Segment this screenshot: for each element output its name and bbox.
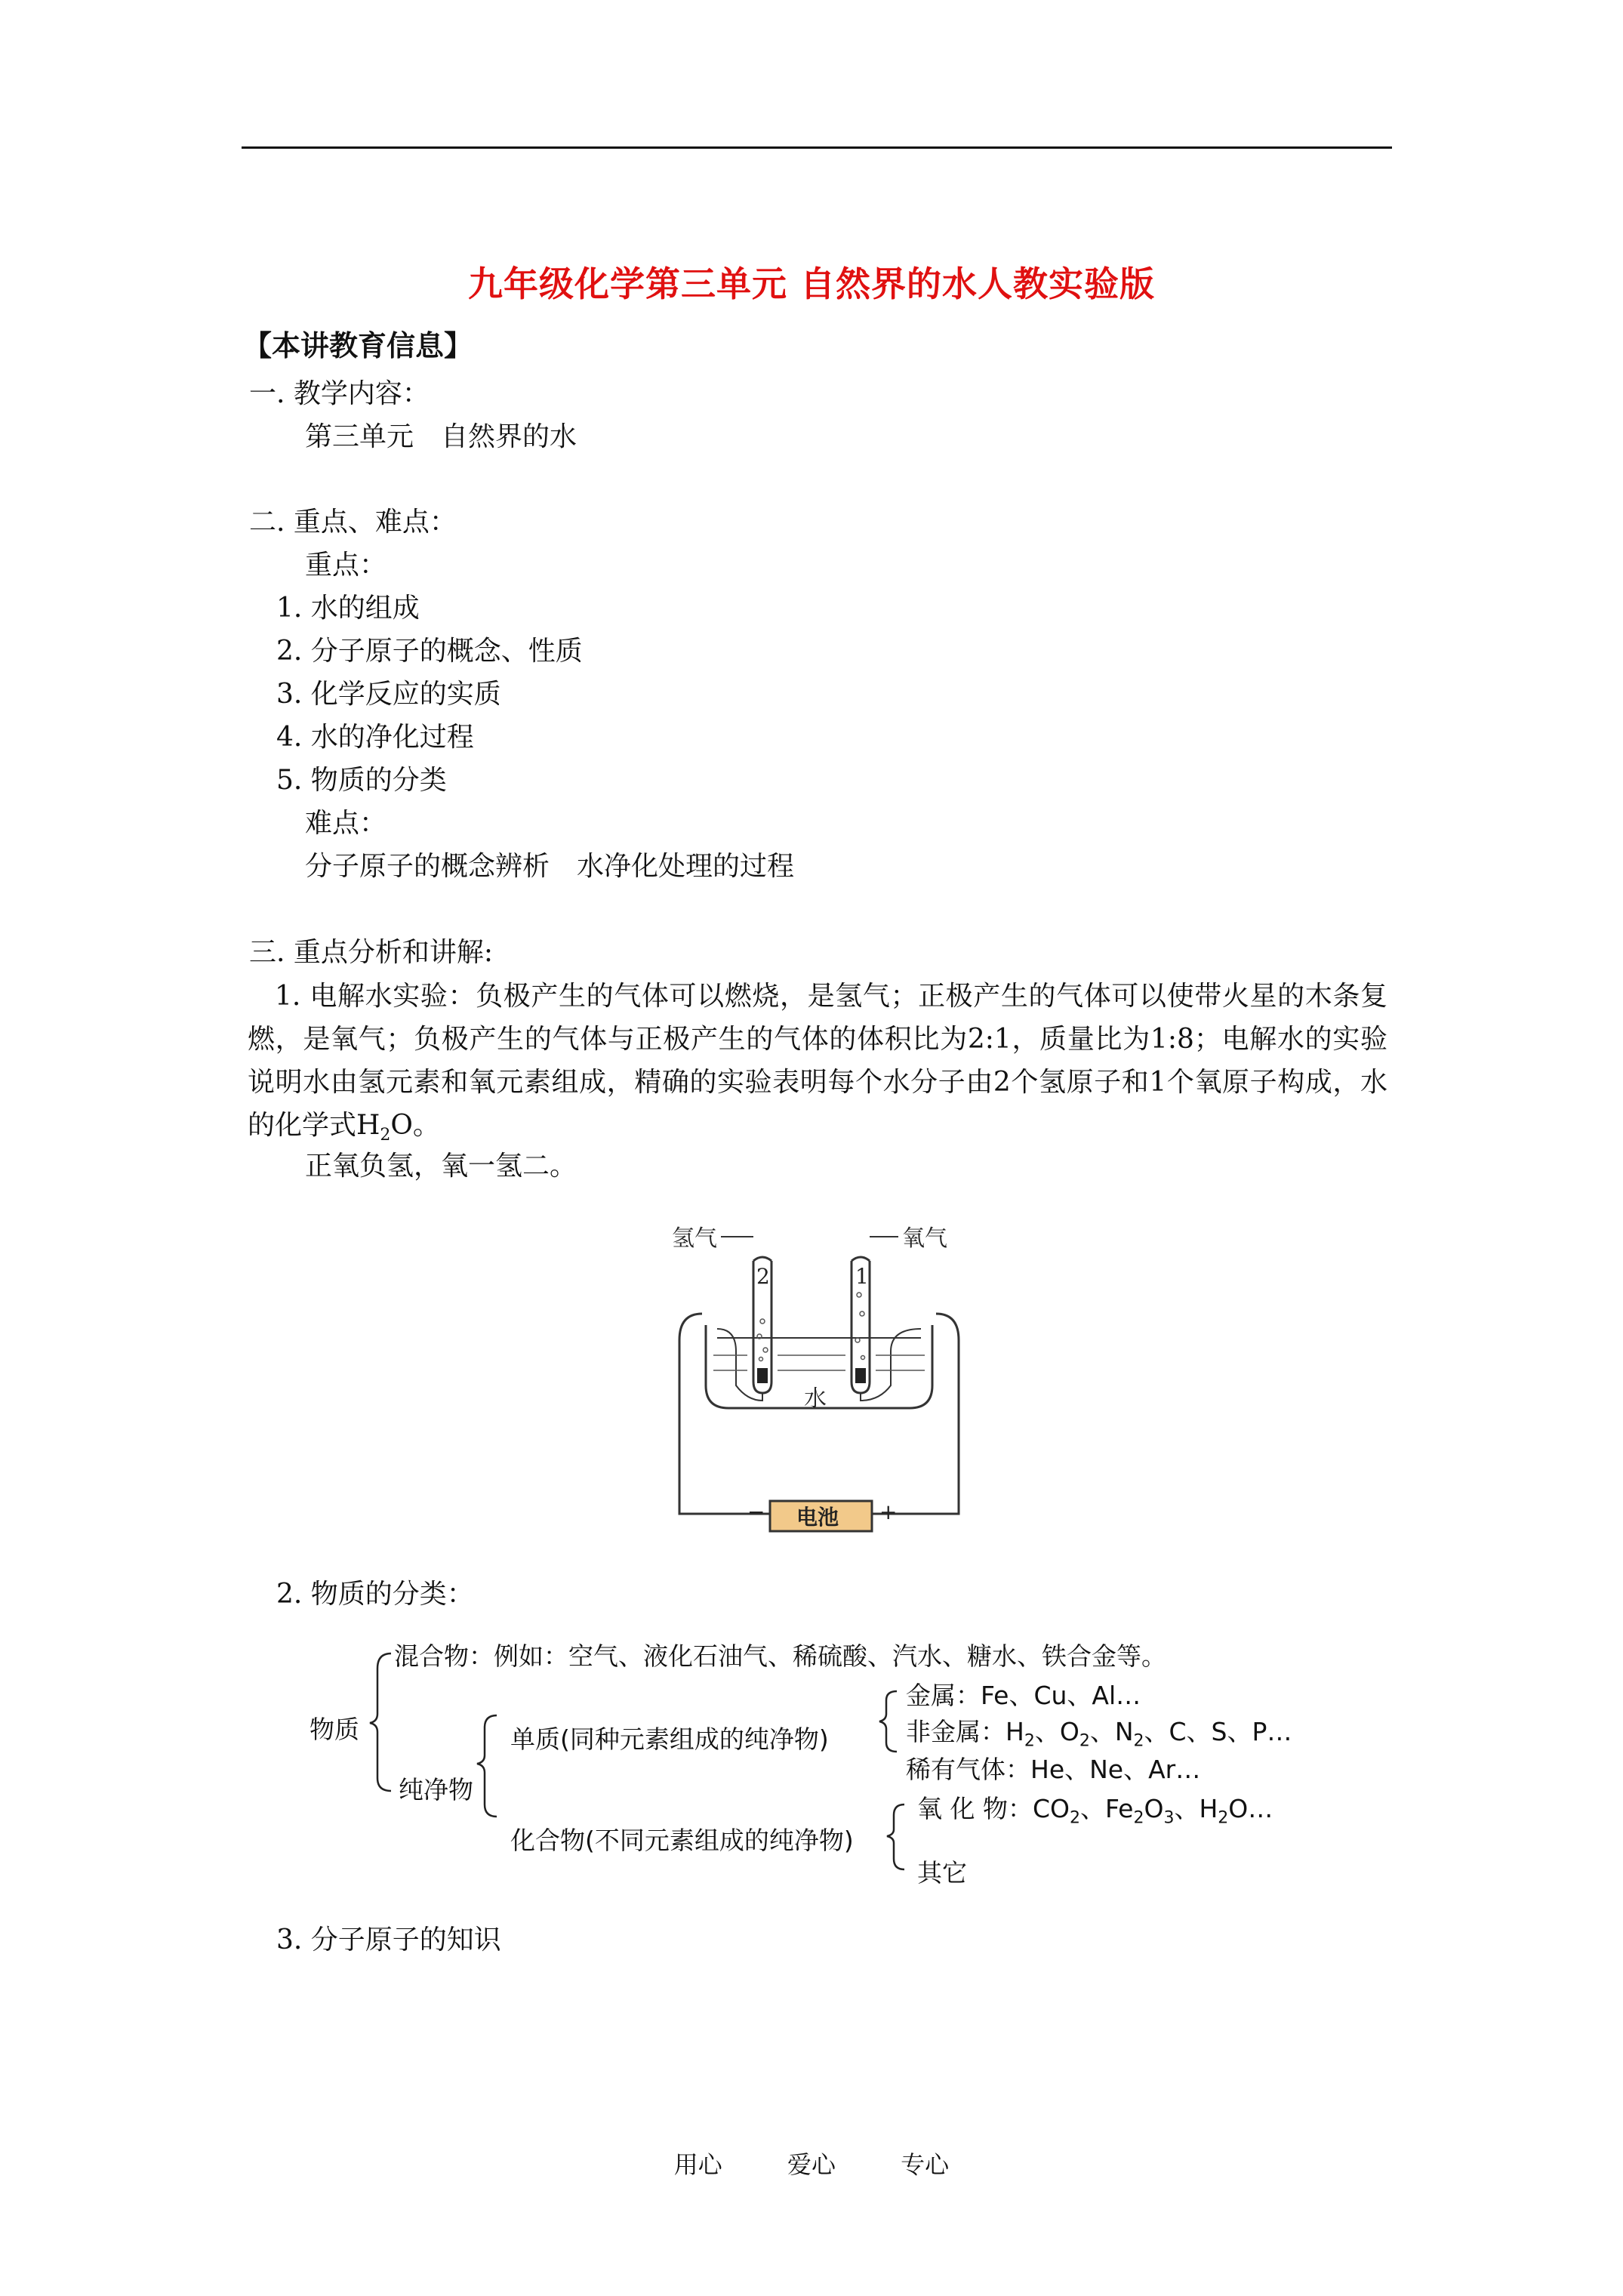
water-label: 水 xyxy=(804,1385,827,1412)
footer-text: 爱心 xyxy=(787,2150,836,2179)
classification-heading: 2. 物质的分类： xyxy=(276,1579,474,1610)
electrolysis-paragraph xyxy=(248,975,1387,1157)
key-item: 4. 水的净化过程 xyxy=(276,722,474,753)
key-points-label: 重点： xyxy=(305,550,387,581)
subscript: 2 xyxy=(1070,1808,1080,1828)
page-title: 九年级化学第三单元 自然界的水人教实验版 xyxy=(467,264,1155,304)
header-rule xyxy=(242,146,1392,149)
hydrogen-label: 氢气 xyxy=(672,1225,717,1252)
class-element: 单质(同种元素组成的纯净物) xyxy=(510,1724,829,1754)
electrolysis-diagram xyxy=(664,1208,981,1540)
battery-label: 电池 xyxy=(796,1505,839,1530)
class-noble-gas: 稀有气体：He、Ne、Ar… xyxy=(906,1755,1201,1784)
positive-terminal: + xyxy=(879,1499,898,1524)
class-root: 物质 xyxy=(310,1715,359,1744)
subscript: 2 xyxy=(1024,1731,1035,1751)
difficulty-label: 难点： xyxy=(305,808,387,839)
text: 、O xyxy=(1034,1717,1079,1746)
mnemonic: 正氧负氢，氧一氢二。 xyxy=(305,1151,577,1182)
tube-number-right: 1 xyxy=(855,1264,869,1289)
page-footer xyxy=(0,2146,1623,2180)
subscript: 2 xyxy=(1133,1808,1144,1828)
oxygen-label: 氧气 xyxy=(902,1225,947,1252)
class-pure: 纯净物 xyxy=(399,1775,473,1804)
molecule-atom-heading: 3. 分子原子的知识 xyxy=(276,1925,501,1955)
class-mixture: 混合物：例如：空气、液化石油气、稀硫酸、汽水、糖水、铁合金等。 xyxy=(394,1641,1166,1671)
key-item: 1. 水的组成 xyxy=(276,593,420,624)
text: 、N xyxy=(1089,1717,1134,1746)
subscript: 2 xyxy=(1079,1731,1090,1751)
text: 、H xyxy=(1174,1794,1218,1823)
text: O xyxy=(1144,1794,1164,1823)
section1-heading: 一. 教学内容： xyxy=(249,378,430,409)
class-metal: 金属：Fe、Cu、Al… xyxy=(906,1681,1141,1710)
subscript: 2 xyxy=(1133,1731,1144,1751)
key-item: 5. 物质的分类 xyxy=(276,765,447,796)
subscript: 2 xyxy=(380,1126,391,1145)
electrolysis-text-end: O。 xyxy=(390,1110,440,1141)
section2-heading: 二. 重点、难点： xyxy=(249,507,457,538)
tube-number-left: 2 xyxy=(756,1264,770,1289)
info-header: 【本讲教育信息】 xyxy=(243,329,473,362)
footer-text: 用心 xyxy=(673,2150,722,2179)
class-oxide xyxy=(917,1789,1273,1828)
negative-terminal: − xyxy=(747,1499,765,1524)
text: 氧 化 物：CO xyxy=(917,1794,1070,1823)
key-item: 2. 分子原子的概念、性质 xyxy=(276,636,583,667)
section3-heading: 三. 重点分析和讲解: xyxy=(249,937,494,968)
text: 非金属：H xyxy=(906,1717,1024,1746)
subscript: 2 xyxy=(1218,1808,1229,1828)
class-other: 其它 xyxy=(917,1858,967,1888)
class-nonmetal xyxy=(906,1712,1292,1751)
text: 、C、S、P… xyxy=(1144,1717,1292,1746)
text: O… xyxy=(1228,1794,1273,1823)
section1-content: 第三单元 自然界的水 xyxy=(305,421,577,452)
subscript: 3 xyxy=(1163,1808,1175,1828)
text: 、Fe xyxy=(1080,1794,1134,1823)
class-compound: 化合物(不同元素组成的纯净物) xyxy=(510,1826,854,1855)
difficulty-content: 分子原子的概念辨析 水净化处理的过程 xyxy=(305,851,795,882)
footer-text: 专心 xyxy=(901,2150,950,2179)
electrolysis-text: 1. 电解水实验：负极产生的气体可以燃烧，是氢气；正极产生的气体可以使带火星的木条复燃，是氧气；负极产生的气体与正极产生的气体的体积比为2:1，质量比为1:8；电解水的实验说明水由氢元素和氧元素组成，精确的实验表明每个水分子由2个氢原子和1个氧原子构成，水的化学式H xyxy=(248,981,1387,1141)
key-item: 3. 化学反应的实质 xyxy=(276,679,501,710)
